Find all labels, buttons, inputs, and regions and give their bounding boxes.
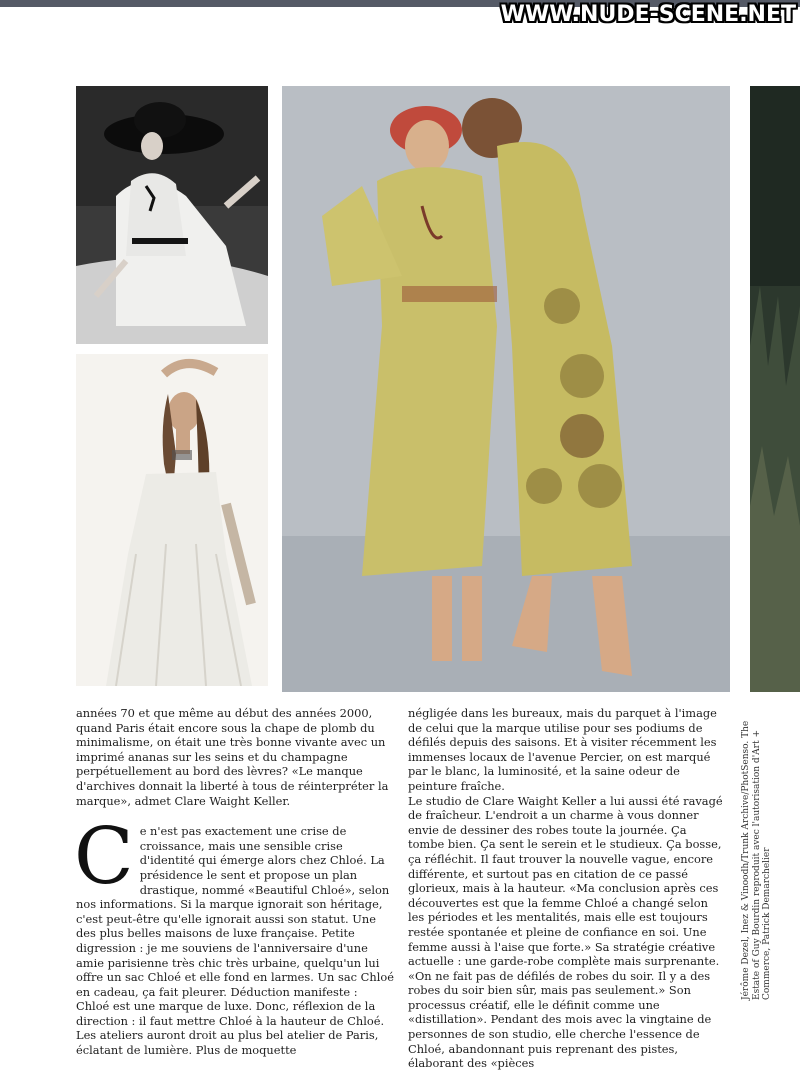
right-text-column xyxy=(408,706,726,1071)
watermark: WWW.NUDE-SCENE.NET xyxy=(500,2,796,27)
right-paragraph-1: négligée dans les bureaux, mais du parquet à l'image de celui que la marque utilise pour ses podiums de défilés depuis des saisons. Et à visiter récemment les immenses locaux de l'avenue Percier, on est marqué par le blanc, la luminosité, et la saine odeur de peinture fraîche. xyxy=(408,706,717,793)
white-dress-photo xyxy=(76,354,268,686)
body-text: e n'est pas exactement une crise de croissance, mais une sensible crise d'identité qui émerge alors chez Chloé. La présidence le sent et propose un plan drastique, nommé «Beautiful Chloé», selon nos informations. Si la marque ignorait son héritage, c'est peut-être qu'elle ignorait aussi son statut. Une des plus belles maisons de luxe française. Petite digression : je me souviens de l'anniversaire d'une amie parisienne très chic très urbaine, quelqu'un lui offre un sac Chloé et elle fond en larmes. Un sac Chloé en cadeau, ça fait pleurer. Déduction manifeste : Chloé est une marque de luxe. Donc, réflexion de la direction : il faut mettre Chloé à la hauteur de Chloé. Les ateliers auront droit au plus bel atelier de Paris, éclatant de lumière. Plus de moquette xyxy=(76,824,394,1058)
main-embrace-photo xyxy=(282,86,730,692)
body-paragraph xyxy=(74,812,394,1058)
intro-paragraph: années 70 et que même au début des années 2000, quand Paris était encore sous la chape de plomb du minimalisme, on était une très bonne vivante avec un imprimé ananas sur les seins et du champagne perpétuellement au bord des lèvres? «Le manque d'archives donnait la liberté à tous de réinterpréter la marque», admet Clare Waight Keller. xyxy=(76,706,389,808)
photo-credit: Jérôme Dezel, Inez & Vinoodh/Trunk Archive/PhotSenso. The Estate of Guy Bourdin reproduit avec l'autorisation d'Art + Commerce, Patrick Demarchelier xyxy=(741,720,772,1000)
edge-strip-photo xyxy=(750,86,800,692)
black-white-portrait-photo xyxy=(76,86,268,344)
drop-cap: C xyxy=(74,812,134,903)
right-paragraph-2: Le studio de Clare Waight Keller a lui aussi été ravagé de fraîcheur. L'endroit a un charme à vous donner envie de dessiner des robes toute la journée. Ça tombe bien. Ça sent le serein et le studieux. Ça bosse, ça réfléchit. Il faut trouver la nouvelle vague, encore différente, et surtout pas en citation de ce passé glorieux, mais à la hauteur. «Ma conclusion après ces découvertes est que la femme Chloé a changé selon les périodes et les mentalités, mais elle est toujours restée spontanée et pleine de confiance en soi. Une femme aussi à l'aise que forte.» Sa stratégie créative actuelle : une garde-robe complète mais surprenante. «On ne fait pas de défilés de robes du soir. Il y a des robes du soir bien sûr, mais pas seulement.» Son processus créatif, elle le définit comme une «distillation». Pendant des mois avec la vingtaine de personnes de son studio, elle cherche l'essence de Chloé, abandonnant puis reprenant des pistes, élaborant des «pièces xyxy=(408,793,723,1071)
left-text-column xyxy=(76,706,394,1058)
